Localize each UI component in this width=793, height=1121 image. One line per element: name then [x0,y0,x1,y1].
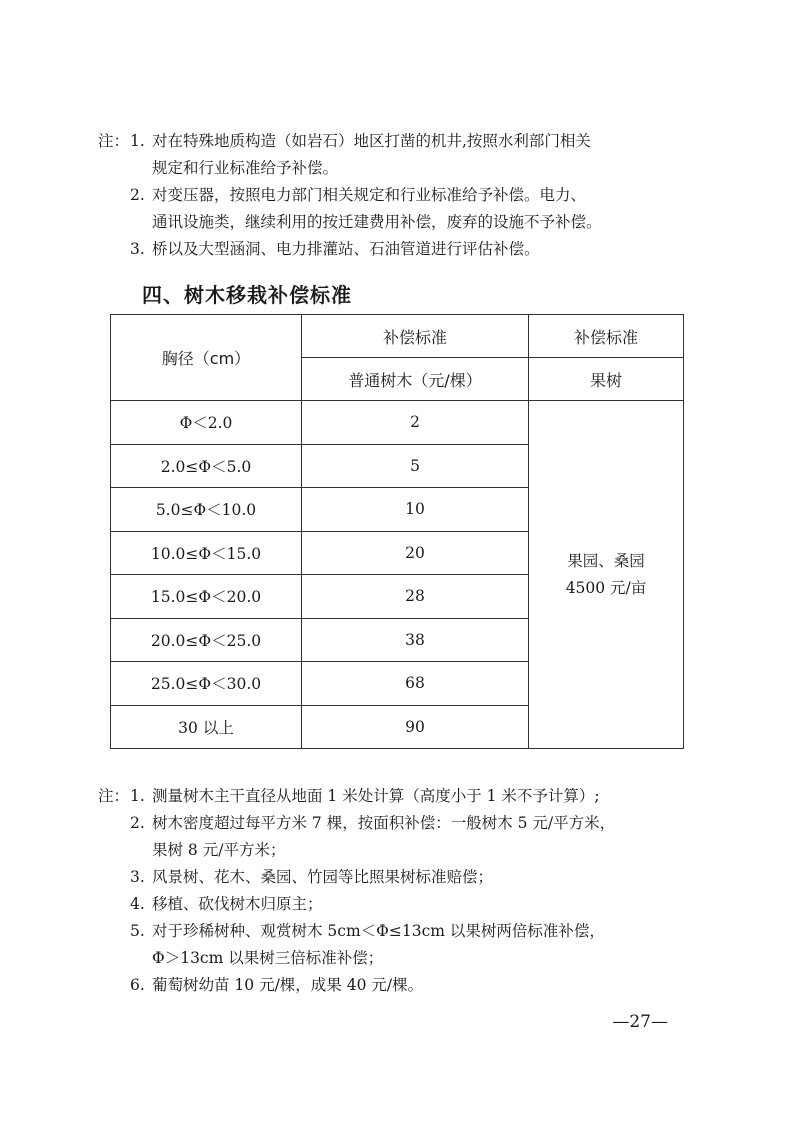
diameter-cell: 2.0≤Φ＜5.0 [111,444,302,488]
note-text [152,972,738,999]
note-line: 测量树木主干直径从地面 1 米处计算（高度小于 1 米不予计算）; [152,787,600,805]
note-number: 2. [130,186,145,204]
note-line: 通讯设施类，继续利用的按迁建费用补偿，废弃的设施不予补偿。 [152,213,602,231]
note-text [152,891,738,918]
note-item [98,783,738,810]
note-line: Φ＞13cm 以果树三倍标准补偿； [152,949,384,967]
note-item [98,128,738,182]
note-line: 葡萄树幼苗 10 元/棵，成果 40 元/棵。 [152,976,424,994]
note-number: 1. [130,787,145,805]
note-item [98,236,738,263]
value-cell: 20 [302,531,529,575]
table-row [111,401,684,445]
note-line: 果树 8 元/平方米； [152,841,286,859]
note-line: 对变压器，按照电力部门相关规定和行业标准给予补偿。电力、 [152,186,587,204]
diameter-cell: Φ＜2.0 [111,401,302,445]
note-line: 风景树、花木、桑园、竹园等比照果树标准赔偿； [152,868,494,886]
note-number: 6. [130,976,145,994]
note-text [152,864,738,891]
note-line: 对于珍稀树种、观赏树木 5cm＜Φ≤13cm 以果树两倍标准补偿， [152,922,605,940]
note-number: 3. [130,868,145,886]
note-line: 桥以及大型涵洞、电力排灌站、石油管道进行评估补偿。 [152,240,540,258]
diameter-cell: 5.0≤Φ＜10.0 [111,488,302,532]
note-item [98,864,738,891]
diameter-cell: 30 以上 [111,705,302,749]
header-fruit-tree: 果树 [529,358,684,401]
diameter-cell: 25.0≤Φ＜30.0 [111,662,302,706]
fruit-line: 果园、桑园 [567,551,645,570]
header-ordinary-tree: 普通树木（元/棵） [302,358,529,401]
note-line: 树木密度超过每平方米 7 棵，按面积补偿：一般树木 5 元/平方米， [152,814,616,832]
fruit-cell [529,401,684,749]
value-cell: 68 [302,662,529,706]
fruit-line: 4500 元/亩 [565,578,647,597]
note-number: 1. [130,132,145,150]
note-line: 规定和行业标准给予补偿。 [152,159,339,177]
page-number: —27— [612,1012,668,1032]
note-text [152,783,738,810]
header-standard-fruit: 补偿标准 [529,315,684,358]
value-cell: 5 [302,444,529,488]
note-number: 4. [130,895,145,913]
value-cell: 10 [302,488,529,532]
note-item [98,182,738,236]
diameter-cell: 20.0≤Φ＜25.0 [111,618,302,662]
diameter-cell: 10.0≤Φ＜15.0 [111,531,302,575]
diameter-cell: 15.0≤Φ＜20.0 [111,575,302,619]
value-cell: 90 [302,705,529,749]
note-text [152,918,738,972]
section-title: 四、树木移栽补偿标准 [142,283,352,307]
note-item [98,810,738,864]
value-cell: 2 [302,401,529,445]
note-text [152,810,738,864]
header-diameter: 胸径（cm） [111,315,302,401]
value-cell: 38 [302,618,529,662]
header-standard: 补偿标准 [302,315,529,358]
note-number: 2. [130,814,145,832]
notes-label: 注： [98,787,130,805]
note-line: 移植、砍伐树木归原主； [152,895,323,913]
note-line: 对在特殊地质构造（如岩石）地区打凿的机井,按照水利部门相关 [152,132,591,150]
note-text [152,128,738,182]
note-item [98,891,738,918]
notes-bottom [98,783,738,999]
compensation-table [110,314,684,749]
note-number: 5. [130,922,145,940]
note-item [98,918,738,972]
notes-top [98,128,738,263]
note-text [152,236,738,263]
note-item [98,972,738,999]
notes-label: 注： [98,132,130,150]
note-text [152,182,738,236]
value-cell: 28 [302,575,529,619]
note-number: 3. [130,240,145,258]
